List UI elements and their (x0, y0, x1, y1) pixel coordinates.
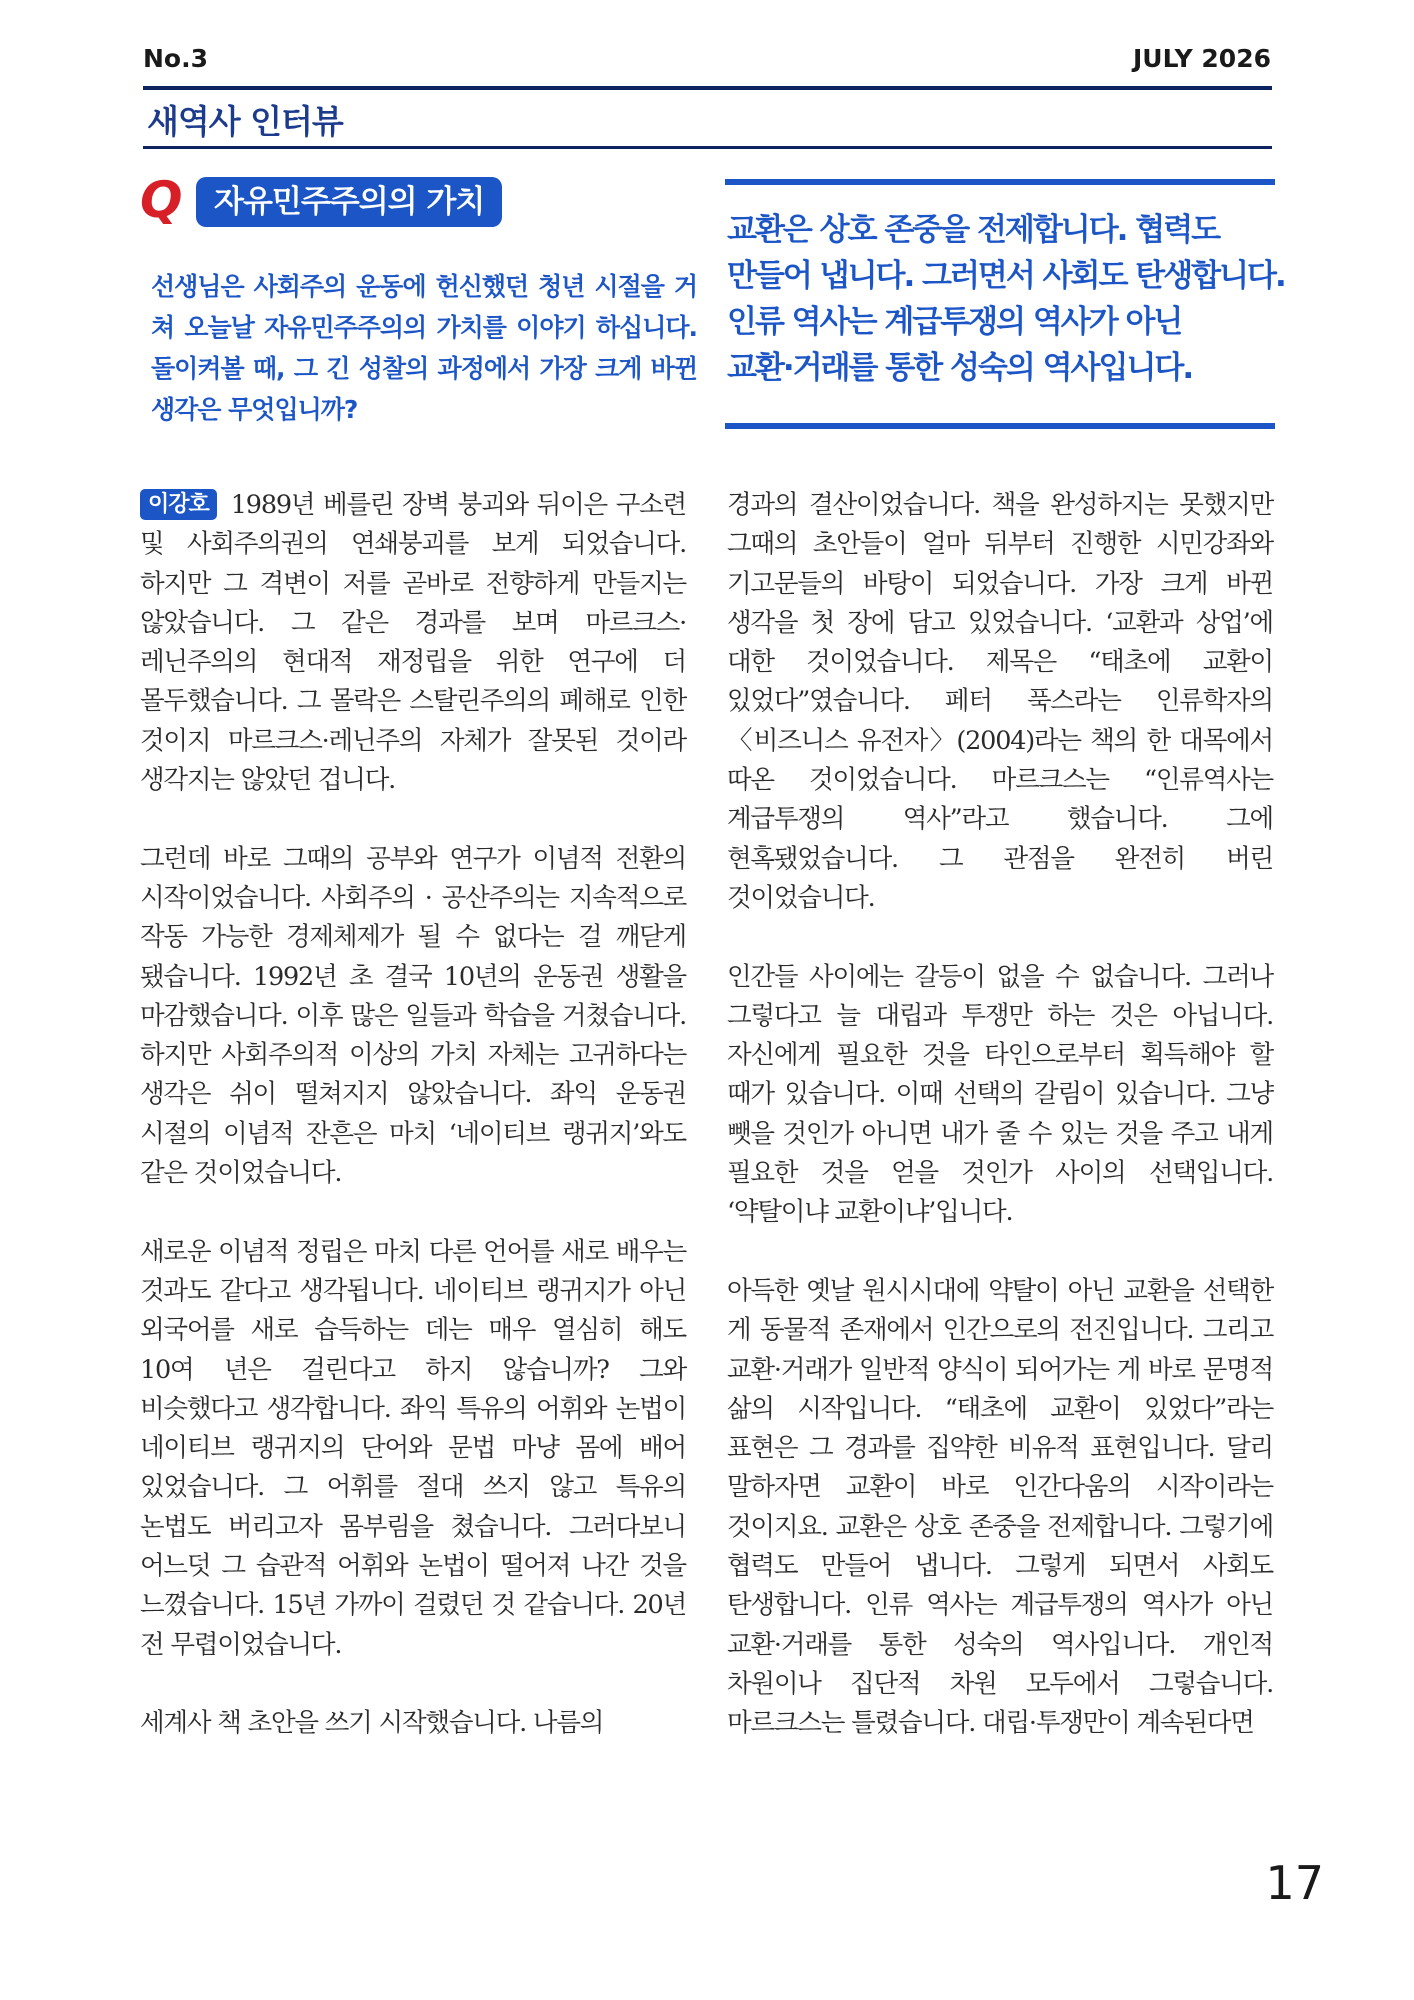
section-rule (143, 146, 1272, 149)
paragraph-text: 1989년 베를린 장벽 붕괴와 뒤이은 구소련 및 사회주의권의 연쇄붕괴를 보게 되었습니다. 하지만 그 격변이 저를 곧바로 전향하게 만들지는 않았습니다. 그 같은 경과를 보며 마르크스·레닌주의의 현대적 재정립을 위한 연구에 더 몰두했습니다. 그 몰락은 스탈린주의의 폐해로 인한 것이지 마르크스·레닌주의 자체가 잘못된 것이라 생각지는 않았던 겁니다. (140, 490, 686, 796)
answer-paragraph: 아득한 옛날 원시시대에 약탈이 아닌 교환을 선택한 게 동물적 존재에서 인간으로의 전진입니다. 그리고 교환·거래가 일반적 양식이 되어가는 게 바로 문명적 삶의 시작입니다. “태초에 교환이 있었다”라는 표현은 그 경과를 집약한 비유적 표현입니다. 달리 말하자면 교환이 바로 인간다움의 시작이라는 것이지요. 교환은 상호 존중을 전제합니다. 그렇기에 협력도 만들어 냅니다. 그렇게 되면서 사회도 탄생합니다. 인류 역사는 계급투쟁의 역사가 아닌 교환·거래를 통한 성숙의 역사입니다. 개인적 차원이나 집단적 차원 모두에서 그렇습니다. 마르크스는 틀렸습니다. 대립·투쟁만이 계속된다면 (727, 1275, 1273, 1739)
q-mark-icon: Q (140, 171, 183, 229)
question-topic-label: 자유민주주의의 가치 (196, 177, 502, 227)
pullquote-line: 교환은 상호 존중을 전제합니다. 협력도 (727, 212, 1220, 248)
speaker-badge: 이강호 (140, 489, 217, 520)
answer-paragraph (140, 486, 686, 800)
pullquote-line: 만들어 냅니다. 그러면서 사회도 탄생합니다. (727, 258, 1285, 294)
answer-paragraph: 그런데 바로 그때의 공부와 연구가 이념적 전환의 시작이었습니다. 사회주의 · 공산주의는 지속적으로 작동 가능한 경제체제가 될 수 없다는 걸 깨닫게 됐습니다. 1992년 초 결국 10년의 운동권 생활을 마감했습니다. 이후 많은 일들과 학습을 거쳤습니다. 하지만 사회주의적 이상의 가치 자체는 고귀하다는 생각은 쉬이 떨쳐지지 않았습니다. 좌익 운동권 시절의 이념적 잔흔은 마치 ‘네이티브 랭귀지’와도 같은 것이었습니다. (140, 843, 686, 1189)
issue-date: JULY 2026 (1132, 44, 1271, 73)
answer-paragraph: 인간들 사이에는 갈등이 없을 수 없습니다. 그러나 그렇다고 늘 대립과 투쟁만 하는 것은 아닙니다. 자신에게 필요한 것을 타인으로부터 획득해야 할 때가 있습니다. 이때 선택의 갈림이 있습니다. 그냥 뺏을 것인가 아니면 내가 줄 수 있는 것을 주고 내게 필요한 것을 얻을 것인가 사이의 선택입니다. ‘약탈이냐 교환이냐’입니다. (727, 961, 1273, 1228)
answer-column-left (140, 486, 686, 1783)
pullquote (727, 207, 1287, 391)
pullquote-rule-bottom (725, 423, 1275, 429)
page-number: 17 (1265, 1856, 1324, 1910)
answer-column-right (727, 486, 1273, 1783)
answer-paragraph: 경과의 결산이었습니다. 책을 완성하지는 못했지만 그때의 초안들이 얼마 뒤부터 진행한 시민강좌와 기고문들의 바탕이 되었습니다. 가장 크게 바뀐 생각을 첫 장에 담고 있었습니다. ‘교환과 상업’에 대한 것이었습니다. 제목은 “태초에 교환이 있었다”였습니다. 페터 푹스라는 인류학자의 〈비즈니스 유전자〉(2004)라는 책의 한 대목에서 따온 것이었습니다. 마르크스는 “인류역사는 계급투쟁의 역사”라고 했습니다. 그에 현혹됐었습니다. 그 관점을 완전히 버린 것이었습니다. (727, 490, 1273, 913)
section-title: 새역사 인터뷰 (147, 102, 343, 141)
pullquote-line: 교환·거래를 통한 성숙의 역사입니다. (727, 350, 1193, 386)
answer-paragraph: 세계사 책 초안을 쓰기 시작했습니다. 나름의 (140, 1708, 604, 1739)
pullquote-line: 인류 역사는 계급투쟁의 역사가 아닌 (727, 304, 1182, 340)
header-rule (143, 86, 1272, 90)
pullquote-rule-top (725, 179, 1275, 185)
answer-paragraph: 새로운 이념적 정립은 마치 다른 언어를 새로 배우는 것과도 같다고 생각됩니다. 네이티브 랭귀지가 아닌 외국어를 새로 습득하는 데는 매우 열심히 해도 10여 년은 걸린다고 하지 않습니까? 그와 비슷했다고 생각합니다. 좌익 특유의 어휘와 논법이 네이티브 랭귀지의 단어와 문법 마냥 몸에 배어 있었습니다. 그 어휘를 절대 쓰지 않고 특유의 논법도 버리고자 몸부림을 쳤습니다. 그러다보니 어느덧 그 습관적 어휘와 논법이 떨어져 나간 것을 느꼈습니다. 15년 가까이 걸렸던 것 같습니다. 20년 전 무렵이었습니다. (140, 1236, 686, 1660)
issue-number: No.3 (143, 44, 208, 73)
interview-question: 선생님은 사회주의 운동에 헌신했던 청년 시절을 거쳐 오늘날 자유민주주의의 가치를 이야기 하십니다. 돌이켜볼 때, 그 긴 성찰의 과정에서 가장 크게 바뀐 생각은 무엇입니까? (151, 272, 697, 424)
